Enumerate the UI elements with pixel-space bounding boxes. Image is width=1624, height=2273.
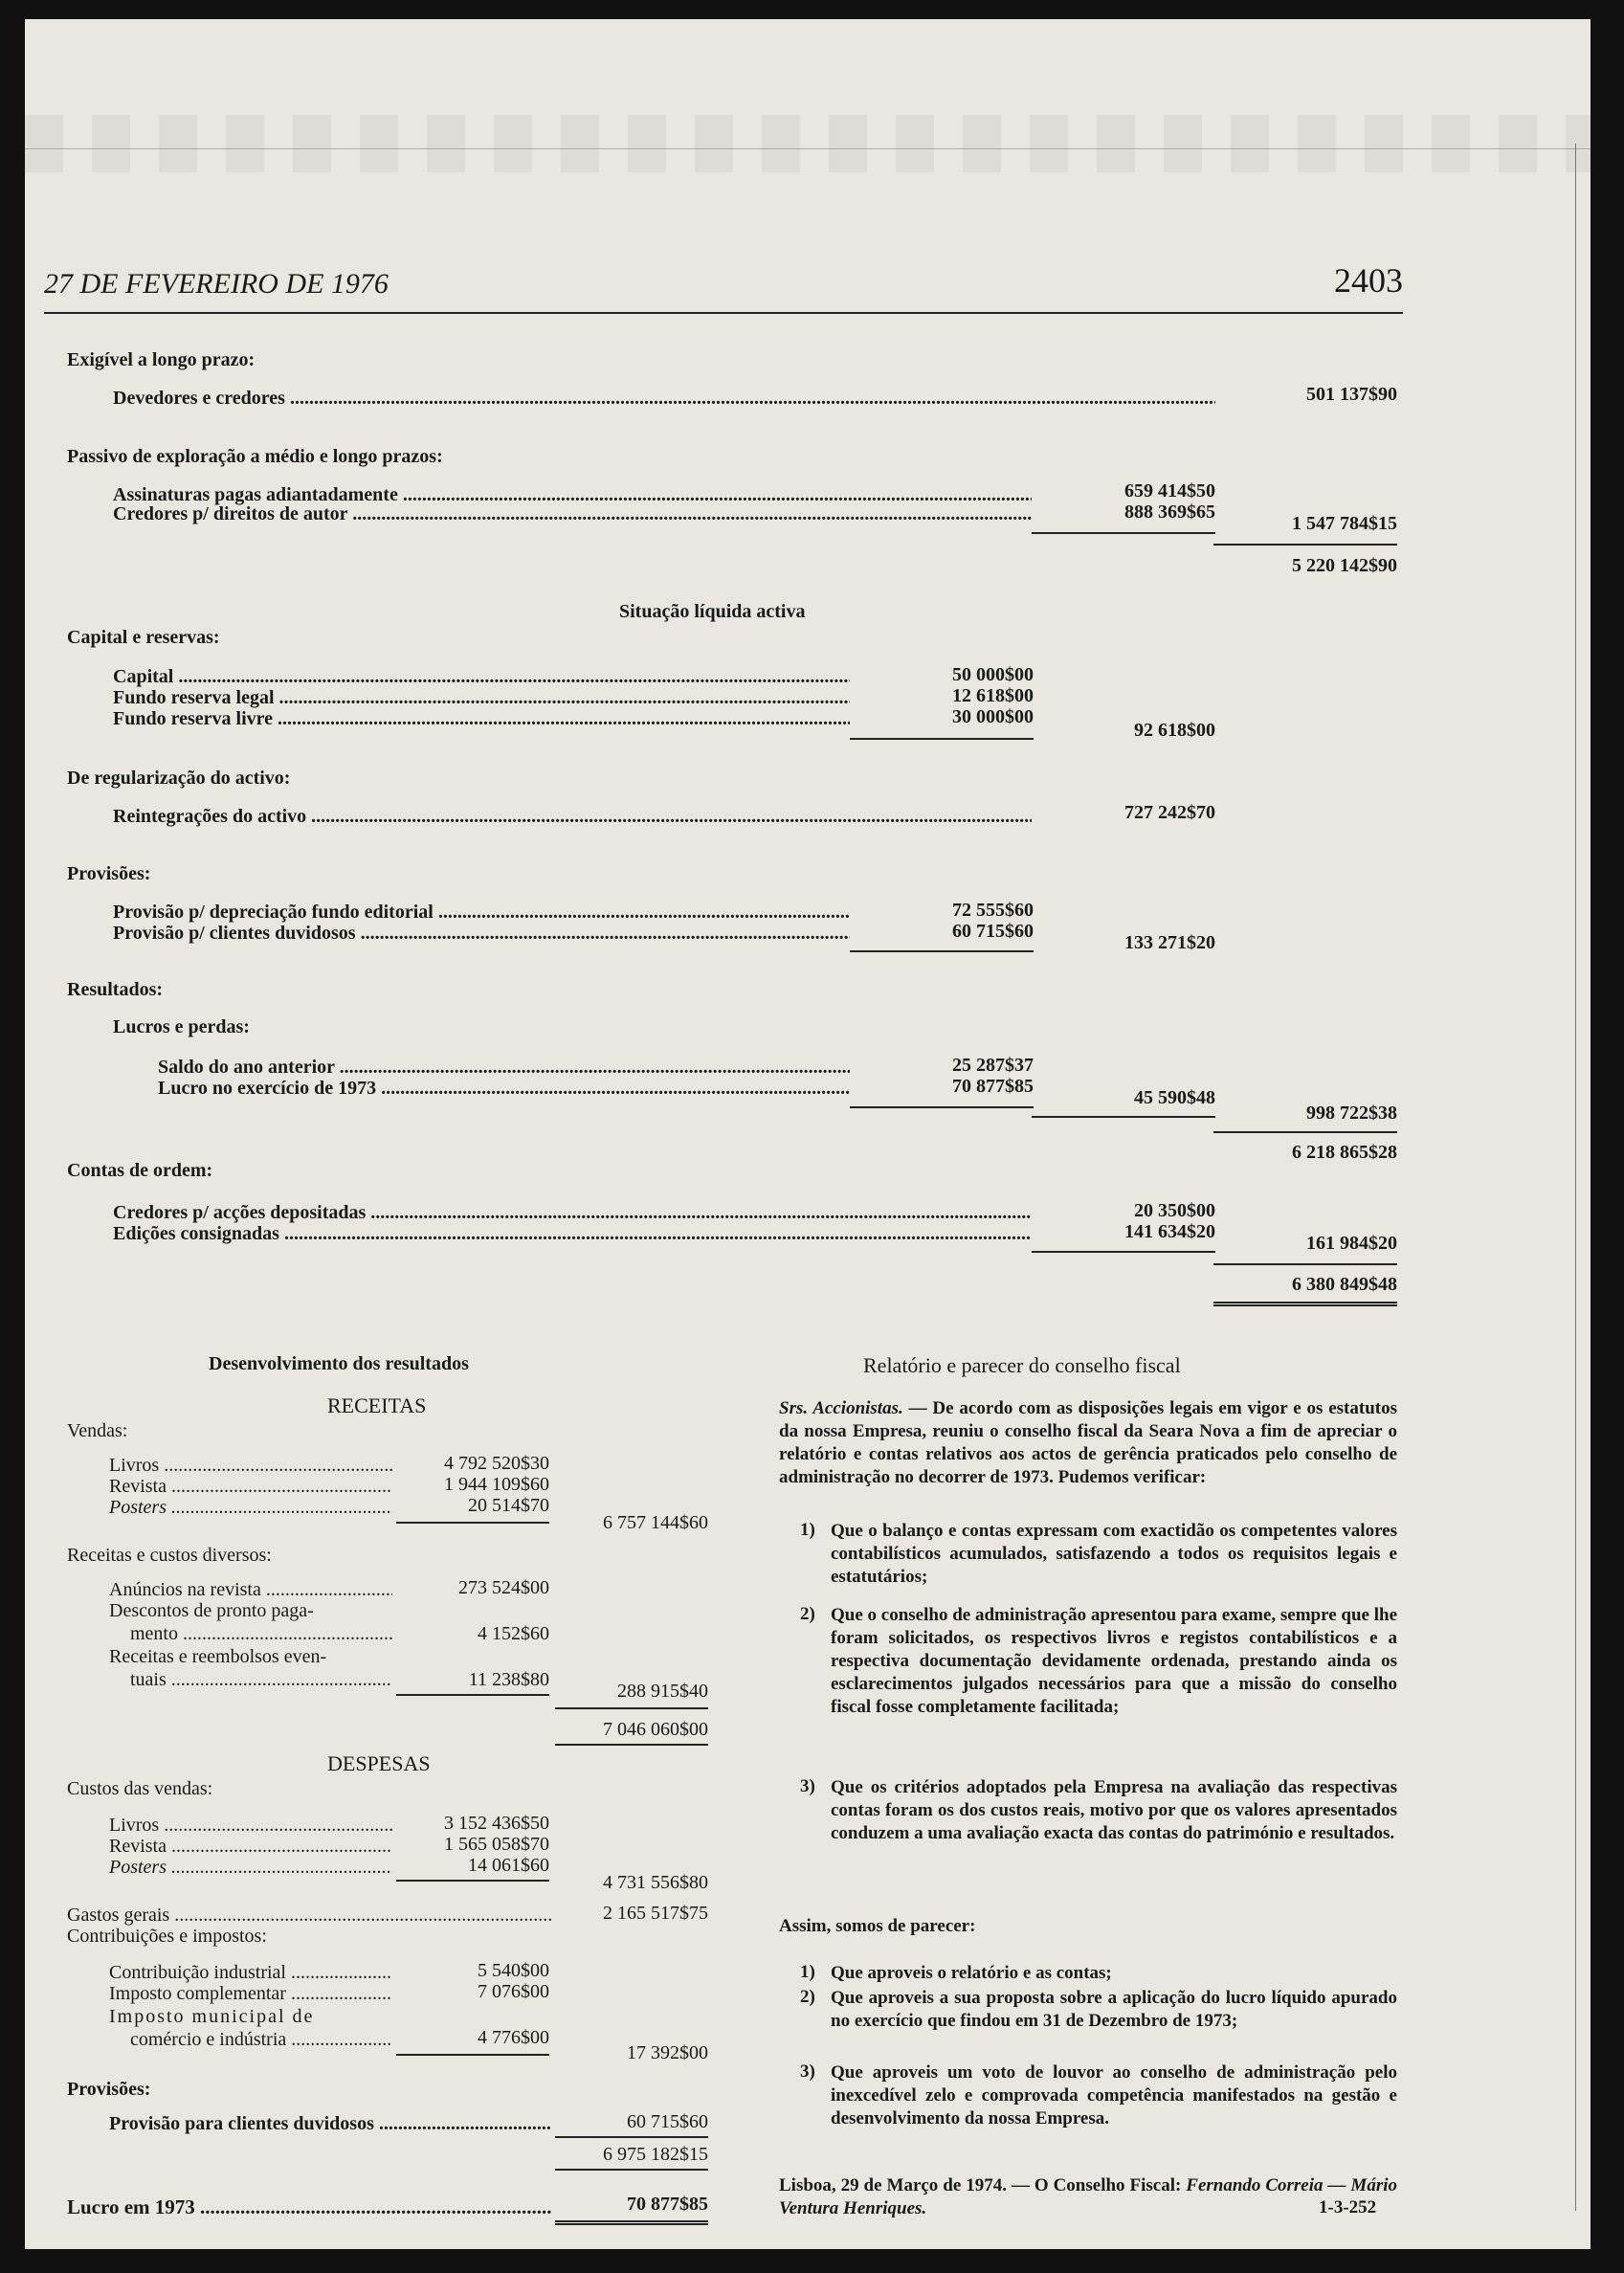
label-descontos-2: mento ..... [130,1623,392,1645]
label-descontos-1: Descontos de pronto paga- [109,1600,314,1621]
label-direitos: Credores p/ direitos de autor ..... [113,503,1032,525]
intro-lead: Srs. Accionistas. [779,1398,903,1418]
label-prov-clientes: Provisão para clientes duvidosos ..... [109,2113,551,2135]
value-grand-total: 6 218 865$28 [1292,1142,1397,1163]
value-capital-total: 92 618$00 [1134,720,1215,741]
diversos-heading: Receitas e custos diversos: [67,1545,272,1566]
verificacao-1: Que o balanço e contas expressam com exactidão os competentes valores contabilísticos acumulados, satisfazendo a todos os requisitos legais e estatutários; [831,1521,1397,1587]
value-custos-total: 4 731 556$80 [603,1872,708,1893]
rule [396,2054,549,2056]
item-number: 3) [800,2061,815,2082]
parecer-1: Que aproveis o relatório e as contas; [831,1963,1112,1983]
section-regularizacao: De regularização do activo: [67,768,291,789]
label-c-posters: Posters ..... [109,1857,392,1879]
value-prov-clientes: 60 715$60 [952,921,1034,942]
value-lucros-total: 45 590$48 [1134,1087,1215,1108]
value-descontos: 4 152$60 [478,1623,549,1644]
label-reserva-legal: Fundo reserva legal ..... [113,687,850,709]
header-rule [44,312,1403,314]
header-date: 27 DE FEVEREIRO DE 1976 [44,268,389,300]
label-gastos: Gastos gerais ..... [67,1905,551,1927]
label-prov-fundo: Provisão p/ depreciação fundo editorial ..... [113,902,850,924]
resultados-title: Desenvolvimento dos resultados [209,1353,469,1374]
value-livros: 4 792 520$30 [444,1453,549,1474]
value-passivo-total: 1 547 784$15 [1292,513,1397,534]
value-diversos-total: 288 915$40 [617,1681,708,1702]
section-resultados: Resultados: [67,979,164,1000]
page-number: 2403 [1334,261,1403,300]
closing-text: Lisboa, 29 de Março de 1974. — O Conselho Fiscal: [779,2175,1187,2195]
label-c-revista: Revista ..... [109,1836,392,1858]
label-reemb-2: tuais ..... [130,1669,392,1691]
value-revista: 1 944 109$60 [444,1474,549,1495]
section-exigivel: Exigível a longo prazo: [67,349,256,370]
margin-line [1575,144,1576,2211]
value-anuncios: 273 524$00 [458,1577,549,1598]
section-capital: Capital e reservas: [67,627,220,648]
value-situacao-total: 998 722$38 [1306,1103,1397,1124]
value-passivo-grand: 5 220 142$90 [1292,555,1397,576]
rule [555,1707,708,1709]
page-header [44,260,1403,302]
value-prov-clientes: 60 715$60 [627,2111,708,2132]
label-posters: Posters ..... [109,1497,392,1519]
value-posters: 20 514$70 [468,1495,549,1516]
label-lucro: Lucro no exercício de 1973 ..... [158,1078,850,1100]
bleed-line [25,148,1591,149]
item-number: 3) [800,1776,815,1796]
section-provisoes: Provisões: [67,863,151,884]
label-saldo: Saldo do ano anterior ..... [158,1057,850,1079]
label-reemb-1: Receitas e reembolsos even- [109,1646,327,1667]
value-assinaturas: 659 414$50 [1124,480,1215,501]
verificacao-3: Que os critérios adoptados pela Empresa na avaliação das respectivas contas foram os dos custos reais, motivo por que os valores apresentados conduzem a uma avaliação exacta das contas do património e resultados. [831,1777,1397,1843]
closing-paragraph [779,2174,1397,2220]
section-situacao: Situação líquida activa [619,601,806,622]
value-accoes: 20 350$00 [1134,1200,1215,1221]
value-provisoes-total: 133 271$20 [1124,932,1215,953]
despesas-heading: DESPESAS [327,1751,431,1775]
receitas-heading: RECEITAS [327,1393,427,1417]
double-rule [555,2220,708,2225]
label-prov-clientes: Provisão p/ clientes duvidosos ..... [113,923,850,945]
value-vendas-total: 6 757 144$60 [603,1512,708,1533]
rule [850,738,1034,740]
rule [396,1522,549,1524]
vendas-heading: Vendas: [67,1420,128,1441]
relatorio-intro [779,1397,1397,1489]
rule [850,950,1034,952]
label-livros: Livros ..... [109,1455,392,1477]
rule [555,1744,708,1746]
item-number: 1) [800,1962,815,1982]
item-number: 2) [800,1987,815,2007]
rule [396,1880,549,1882]
label-devedores: Devedores e credores ..... [113,388,1215,410]
value-saldo: 25 287$37 [952,1055,1034,1076]
item-number: 1) [800,1520,815,1540]
value-despesas-total: 6 975 182$15 [603,2144,708,2165]
value-c-posters: 14 061$60 [468,1855,549,1876]
value-gastos: 2 165 517$75 [603,1903,708,1924]
value-ordem-total: 161 984$20 [1306,1233,1397,1254]
value-reemb: 11 238$80 [468,1669,549,1690]
reference-code: 1-3-252 [1319,2197,1377,2217]
item-number: 2) [800,1604,815,1624]
section-ordem: Contas de ordem: [67,1160,213,1181]
value-imposto-compl: 7 076$00 [478,1981,549,2002]
value-reserva-livre: 30 000$00 [952,706,1034,727]
label-capital: Capital ..... [113,666,850,688]
label-lucro-1973: Lucro em 1973 ..... [67,2195,551,2219]
signatories: Fernando Correia — Mário Ventura Henriques. [779,2175,1397,2218]
rule [1213,1263,1397,1265]
label-contrib-ind: Contribuição industrial ..... [109,1962,392,1984]
parecer-3: Que aproveis um voto de louvor ao conselho de administração pelo inexcedível zelo e comprovada competência manifestados na gestão e desenvolvimento da nossa Empresa. [831,2062,1397,2128]
intro-text: — De acordo com as disposições legais em vigor e os estatutos da nossa Empresa, reuniu o conselho fiscal da Seara Nova a fim de apreciar o relatório e contas relativos aos actos de gerência praticados pelo conselho de administração no decorrer de 1973. Pudemos verificar: [779,1398,1397,1487]
value-imposto-mun: 4 776$00 [478,2027,549,2048]
rule [1213,1131,1397,1133]
value-reintegracoes: 727 242$70 [1124,802,1215,823]
value-c-livros: 3 152 436$50 [444,1813,549,1834]
value-c-revista: 1 565 058$70 [444,1834,549,1855]
label-anuncios: Anúncios na revista ..... [109,1579,392,1601]
value-contrib-ind: 5 540$00 [478,1960,549,1981]
label-assinaturas: Assinaturas pagas adiantadamente ..... [113,484,1032,506]
relatorio-title: Relatório e parecer do conselho fiscal [863,1353,1181,1377]
value-reserva-legal: 12 618$00 [952,685,1034,706]
rule [396,1694,549,1696]
provisoes-heading: Provisões: [67,2079,151,2100]
label-edicoes: Edições consignadas ..... [113,1223,1032,1245]
value-capital: 50 000$00 [952,664,1034,685]
value-final-total: 6 380 849$48 [1292,1274,1397,1295]
value-lucro-1973: 70 877$85 [627,2194,708,2215]
verificacao-2: Que o conselho de administração apresentou para exame, sempre que lhe foram solicitados, os respectivos livros e registos contabilísticos e a respectiva documentação devidamente ordenada, prestando ainda os esclarecimentos julgados necessários para que a missão do conselho fiscal fosse completamente facilitada; [831,1605,1397,1717]
label-imposto-mun-1: Imposto municipal de [109,2006,315,2027]
rule [1032,1116,1215,1118]
contrib-heading: Contribuições e impostos: [67,1926,267,1947]
custos-heading: Custos das vendas: [67,1778,213,1799]
label-revista: Revista ..... [109,1476,392,1498]
label-reserva-livre: Fundo reserva livre ..... [113,708,850,730]
label-imposto-compl: Imposto complementar ..... [109,1983,392,2005]
value-edicoes: 141 634$20 [1124,1221,1215,1242]
label-accoes: Credores p/ acções depositadas ..... [113,1202,1032,1224]
value-contrib-total: 17 392$00 [627,2042,708,2063]
label-reintegracoes: Reintegrações do activo ..... [113,806,1032,828]
label-imposto-mun-2: comércio e indústria ..... [130,2029,392,2051]
section-lucros: Lucros e perdas: [113,1016,250,1037]
value-prov-fundo: 72 555$60 [952,900,1034,921]
rule [1213,544,1397,546]
parecer-2: Que aproveis a sua proposta sobre a aplicação do lucro líquido apurado no exercício que findou em 31 de Dezembro de 1973; [831,1988,1397,2031]
value-receitas-total: 7 046 060$00 [603,1719,708,1740]
assim-text: Assim, somos de parecer: [779,1916,976,1936]
rule [1032,532,1215,534]
bleed-through [25,115,1591,172]
double-rule [1213,1302,1397,1306]
rule [555,2169,708,2171]
value-devedores-total: 501 137$90 [1306,384,1397,405]
rule [555,2136,708,2138]
label-c-livros: Livros ..... [109,1815,392,1837]
value-direitos: 888 369$65 [1124,501,1215,523]
rule [1032,1251,1215,1253]
section-passivo: Passivo de exploração a médio e longo prazos: [67,446,443,467]
rule [850,1106,1034,1108]
value-lucro: 70 877$85 [952,1076,1034,1097]
